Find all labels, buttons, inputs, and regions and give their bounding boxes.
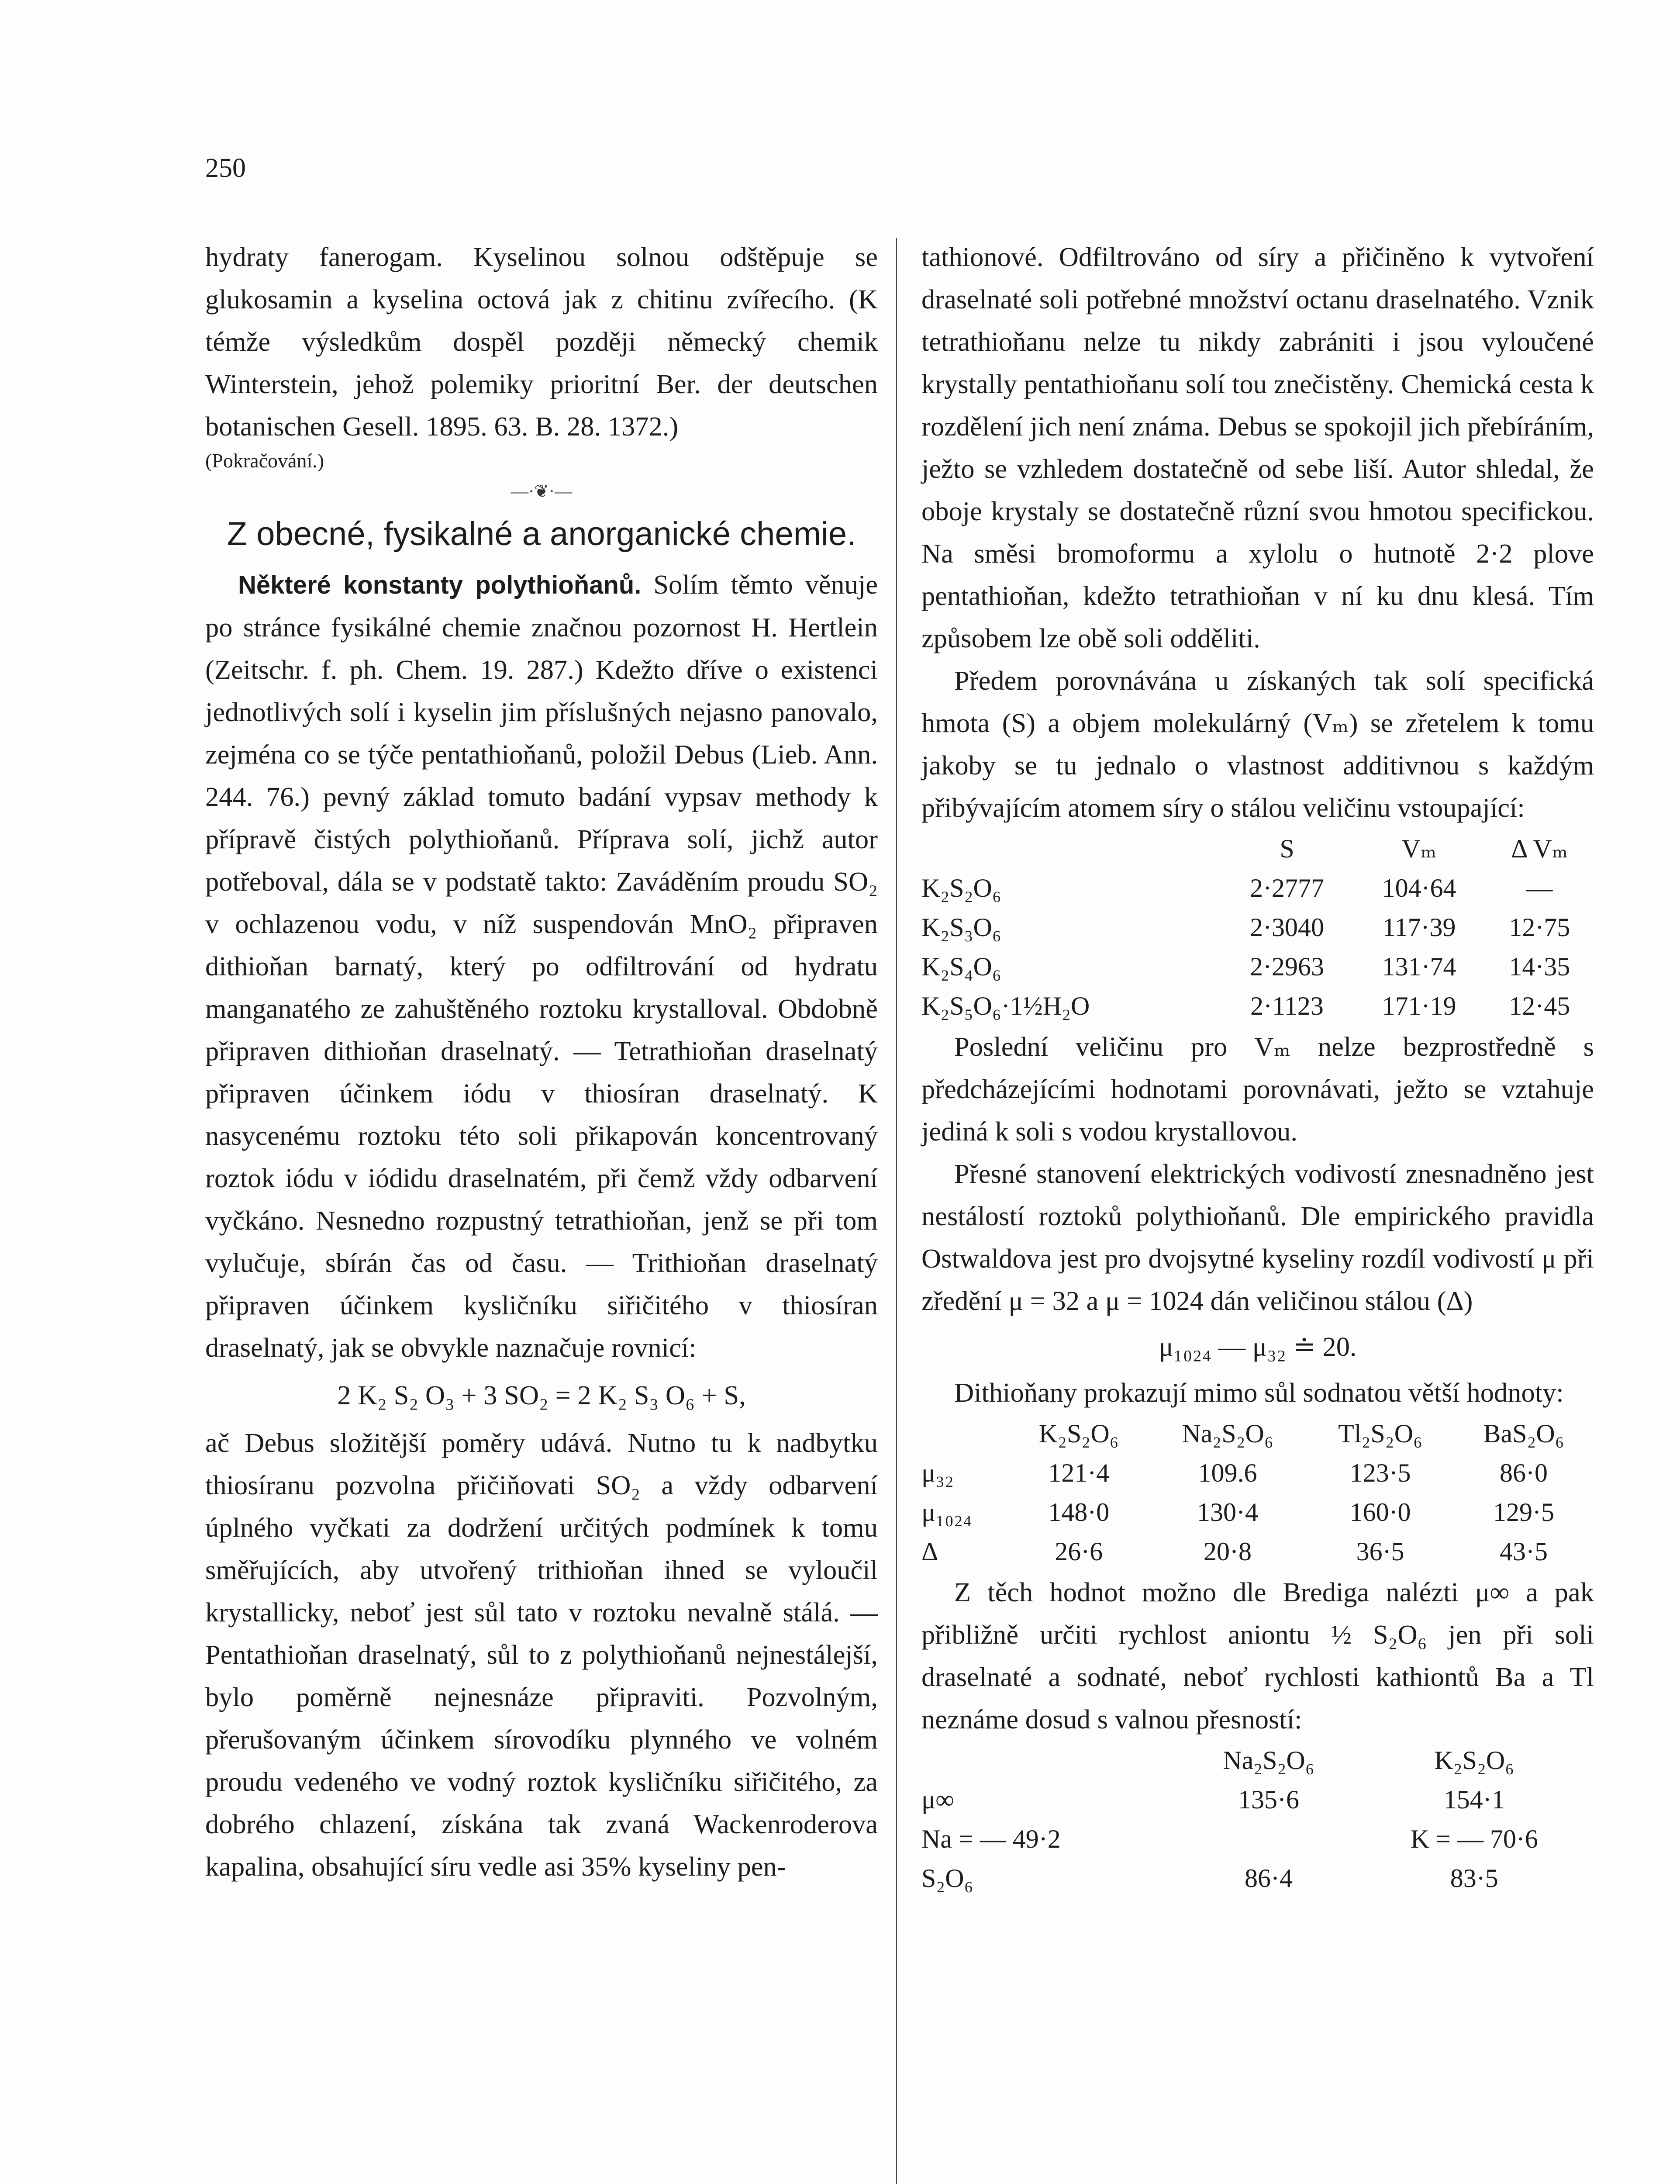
table-row: K₂S₅O₆·1½H₂O 2·1123 171·19 12·45 — [921, 992, 1570, 1020]
conductivity-formula: μ₁₀₂₄ — μ₃₂ ≐ 20. — [1159, 1331, 1357, 1362]
article-text-1: Solím těmto věnuje po stránce fysikálné chemie značnou pozornost H. Hertlein (Zeitschr. f. ph. Chem. 19. 287.) Kdežto dříve o existenci jednotlivých solí i kyselin jim příslušných nejasno panovalo, zejména co se týče pentathioňanů, položil Debus (Lieb. Ann. 244. 76.) pevný základ tomuto badání vypsav methody k přípravě čistých polythioňanů. Příprava solí, jichž autor potřeboval, dála se v podstatě takto: Zaváděním proudu SO₂ v ochlazenou vodu, v níž suspendován MnO₂ připraven dithioňan barnatý, který po odfiltrování od hydratu manganatého ze zahuštěného roztoku krystalloval. Obdobně připraven dithioňan draselnatý. — Tetrathioňan draselnatý připraven účinkem iódu v thiosíran draselnatý. K nasycenému roztoku této soli přikapován koncentrovaný roztok iódu v iódidu draselnatém, při čemž vždy odbarvení vyčkáno. Nesnedno rozpustný tetrathioňan, jenž se při tom vylučuje, sbírán čas od času. — Trithioňan draselnatý připraven účinkem kysličníku siřičitého v thiosíran draselnatý, jak se obvykle naznačuje rovnicí: — [205, 569, 878, 1363]
table-row: Δ 26·6 20·8 36·5 43·5 — [921, 1537, 1548, 1566]
table-row: K₂S₄O₆ 2·2963 131·74 14·35 — [921, 952, 1570, 981]
right-paragraph-2: Předem porovnávána u získaných tak solí specifická hmota (S) a objem molekulárný (Vₘ) se zřetelem k tomu jakoby se tu jednalo o vlastnost additivnou s každým přibývajícím atomem síry o stálou veličinu vstoupající: — [921, 665, 1594, 823]
table-row: μ₁₀₂₄ 148·0 130·4 160·0 129·5 — [921, 1498, 1555, 1527]
table-row: S₂O₆ 86·4 83·5 — [921, 1864, 1498, 1893]
right-paragraph-3: Poslední veličinu pro Vₘ nelze bezprostředně s předcházejícími hodnotami porovnávati, ježto se vztahuje jediná k soli s vodou krystallovou. — [921, 1031, 1594, 1147]
right-paragraph-5: Dithioňany prokazují mimo sůl sodnatou větší hodnoty: — [954, 1377, 1564, 1408]
ornament-divider: —·❦·— — [511, 481, 573, 501]
article-title: Některé konstanty polythioňanů. — [238, 571, 642, 599]
right-column — [921, 236, 1594, 1898]
continued-note: (Pokračování.) — [205, 449, 324, 472]
molecular-volume-table — [921, 829, 1594, 1026]
table-header-row: Na₂S₂O₆ K₂S₂O₆ — [1223, 1746, 1514, 1775]
table-header-row: S Vₘ Δ Vₘ — [1280, 834, 1568, 863]
right-paragraph-6: Z těch hodnot možno dle Brediga nalézti μ∞ a pak přibližně určiti rychlost aniontu ½ S₂O₆ jen při soli draselnaté a sodnaté, neboť rychlosti kathiontů Ba a Tl neznáme dosud s valnou přesností: — [921, 1577, 1594, 1735]
ion-velocity-table — [921, 1741, 1594, 1898]
table-row: Na = — 49·2 K = — 70·6 — [921, 1825, 1538, 1853]
right-paragraph-1: tathionové. Odfiltrováno od síry a přičiněno k vytvoření draselnaté soli potřebné množství octanu draselnatého. Vznik tetrathioňanu nelze tu nikdy zabrániti i jsou vyloučené krystally pentathioňanu solí tou znečistěny. Chemická cesta k rozdělení jich není známa. Debus se spokojil jich přebíráním, ježto se vzhledem dostatečně od sebe liší. Autor shledal, že oboje krystaly se dostatečně různí svou hmotou specifickou. Na směsi bromoformu a xylolu o hutnotě 2·2 plove pentathioňan, kdežto tetrathioňan v ní ku dnu klesá. Tím způsobem lze obě soli odděliti. — [921, 242, 1594, 653]
table-row: μ₃₂ 121·4 109.6 123·5 86·0 — [921, 1458, 1548, 1487]
left-column — [205, 236, 878, 1888]
table-header-row: K₂S₂O₆ Na₂S₂O₆ Tl₂S₂O₆ BaS₂O₆ — [1038, 1419, 1564, 1448]
column-divider — [896, 238, 897, 2184]
right-paragraph-4: Přesné stanovení elektrických vodivostí znesnadněno jest nestálostí roztoků polythioňanů. Dle empirického pravidla Ostwaldova jest pro dvojsytné kyseliny rozdíl vodivostí μ při zředění μ = 32 a μ = 1024 dán veličinou stálou (Δ) — [921, 1158, 1594, 1316]
conductivity-table — [921, 1414, 1594, 1571]
reaction-equation: 2 K₂ S₂ O₃ + 3 SO₂ = 2 K₂ S₃ O₆ + S, — [337, 1380, 746, 1410]
intro-paragraph: hydraty fanerogam. Kyselinou solnou odštěpuje se glukosamin a kyselina octová jak z chitinu zvířecího. (K témže výsledkům dospěl později německý chemik Winterstein, jehož polemiky prioritní Ber. der deutschen botanischen Gesell. 1895. 63. B. 28. 1372.) — [205, 242, 878, 442]
table-row: K₂S₂O₆ 2·2777 104·64 — — [921, 874, 1553, 902]
table-row: μ∞ 135·6 154·1 — [921, 1785, 1505, 1814]
table-row: K₂S₃O₆ 2·3040 117·39 12·75 — [921, 913, 1570, 942]
article-paragraph-1 — [205, 563, 878, 1369]
section-heading: Z obecné, fysikalné a anorganické chemie. — [227, 515, 856, 553]
page-number: 250 — [205, 153, 246, 183]
article-paragraph-2: ač Debus složitější poměry udává. Nutno tu k nadbytku thiosíranu pozvolna přičiňovati SO₂ a vždy odbarvení úplného vyčkati za dodržení určitých podmínek k tomu směřujících, aby utvořený trithioňan ihned se vyloučil krystallicky, neboť jest sůl tato v roztoku nevalně stálá. — Pentathioňan draselnatý, sůl to z polythioňanů nejnestálejší, bylo poměrně nejnesnáze připraviti. Pozvolným, přerušovaným účinkem sírovodíku plynného ve volném proudu vedeného ve vodný roztok kysličníku siřičitého, za dobrého chlazení, získána tak zvaná Wackenroderova kapalina, obsahující síru vedle asi 35% kyseliny pen- — [205, 1427, 878, 1882]
